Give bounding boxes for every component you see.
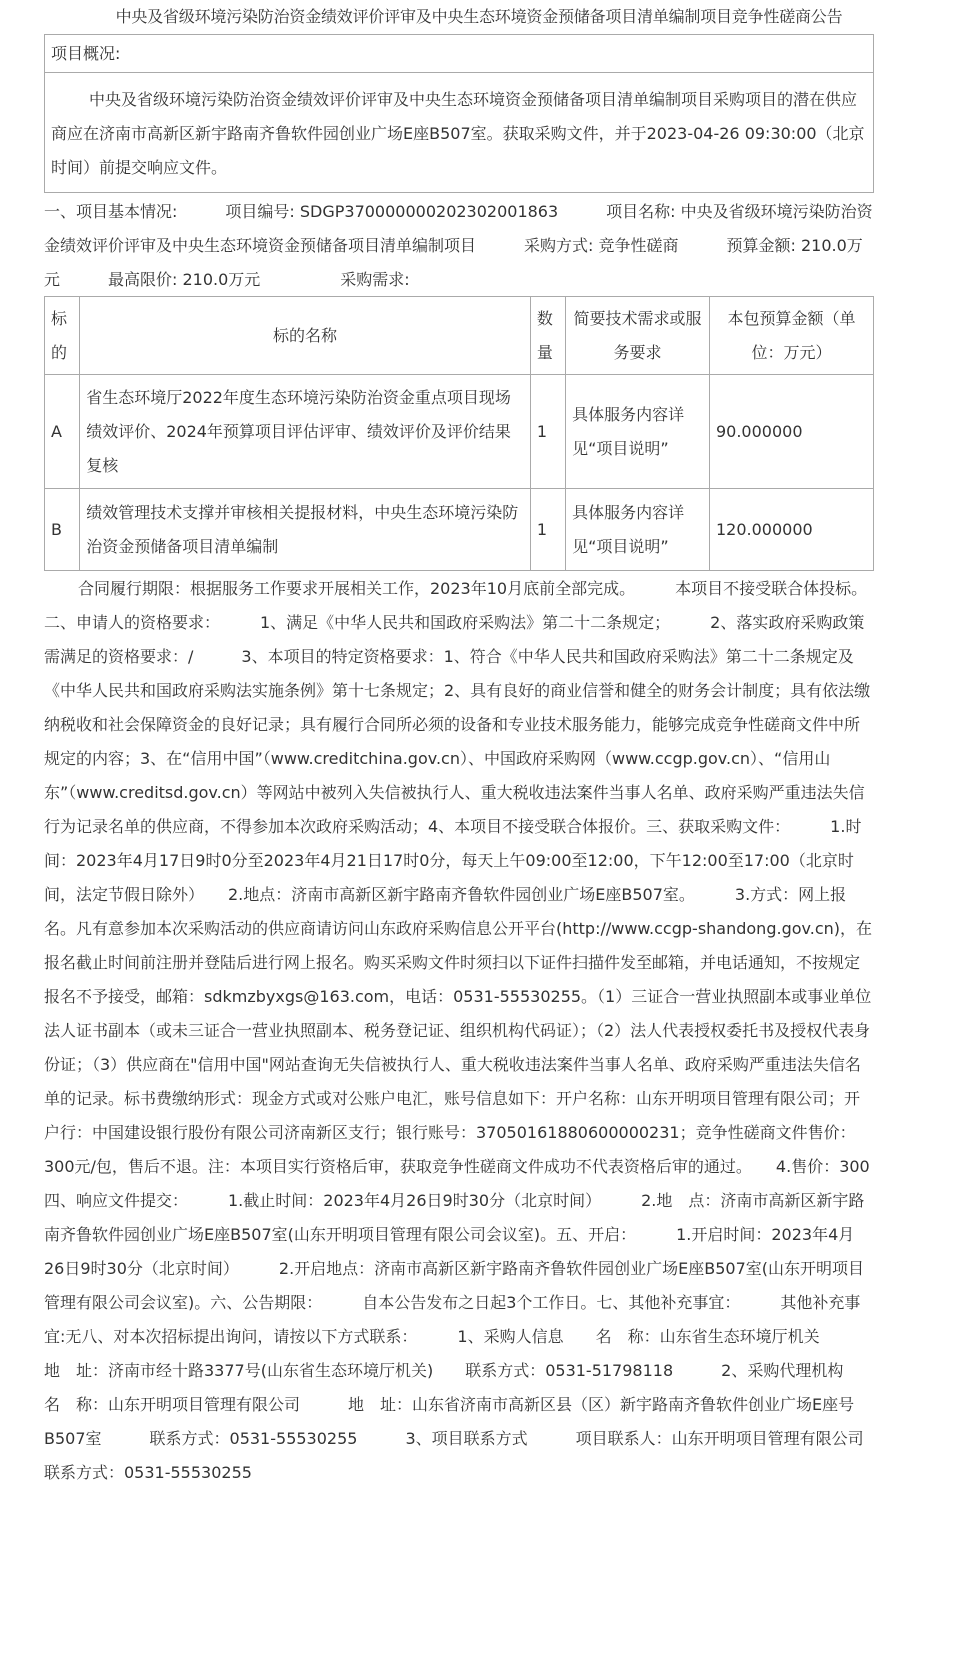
row-a-qty: 1	[530, 375, 565, 489]
row-b-qty: 1	[530, 489, 565, 571]
procurement-requirements-table	[44, 296, 874, 571]
header-budget: 本包预算金额（单位：万元）	[709, 297, 873, 375]
row-b-idx: B	[45, 489, 80, 571]
header-qty: 数量	[530, 297, 565, 375]
row-a-idx: A	[45, 375, 80, 489]
page-title: 中央及省级环境污染防治资金绩效评价评审及中央生态环境资金预储备项目清单编制项目竞争性磋商公告	[115, 7, 843, 26]
row-b-tech: 具体服务内容详见“项目说明”	[566, 489, 710, 571]
table-header-row	[45, 297, 874, 375]
table-row	[45, 375, 874, 489]
project-overview-box	[44, 34, 874, 193]
row-a-name: 省生态环境厅2022年度生态环境污染防治资金重点项目现场绩效评价、2024年预算项目评估评审、绩效评价及评价结果复核	[80, 375, 531, 489]
header-name: 标的名称	[80, 297, 531, 375]
header-idx: 标的	[45, 297, 80, 375]
row-b-name: 绩效管理技术支撑并审核相关提报材料，中央生态环境污染防治资金预储备项目清单编制	[80, 489, 531, 571]
row-a-budget: 90.000000	[709, 375, 873, 489]
row-b-budget: 120.000000	[709, 489, 873, 571]
basic-info-paragraph: 一、项目基本情况: 项目编号: SDGP370000000202302001863 项目名称: 中央及省级环境污染防治资金绩效评价评审及中央生态环境资金预储备项目清单编制项目 采购方式: 竞争性磋商 预算金额: 210.0万元 最高限价: 210.0万元 采购需求:	[44, 202, 873, 289]
announcement-body-text: 合同履行期限：根据服务工作要求开展相关工作，2023年10月底前全部完成。 本项目不接受联合体投标。二、申请人的资格要求： 1、满足《中华人民共和国政府采购法》第二十二条规定； 2、落实政府采购政策需满足的资格要求：/ 3、本项目的特定资格要求：1、符合《中华人民共和国政府采购法》第二十二条规定及《中华人民共和国政府采购法实施条例》第十七条规定；2、具有良好的商业信誉和健全的财务会计制度；具有依法缴纳税收和社会保障资金的良好记录；具有履行合同所必须的设备和专业技术服务能力，能够完成竞争性磋商文件中所规定的内容；3、在“信用中国”（www.creditchina.gov.cn）、中国政府采购网（www.ccgp.gov.cn）、“信用山东”（www.creditsd.gov.cn）等网站中被列入失信被执行人、重大税收违法案件当事人名单、政府采购严重违法失信行为记录名单的供应商，不得参加本次政府采购活动；4、本项目不接受联合体报价。三、获取采购文件： 1.时间：2023年4月17日9时0分至2023年4月21日17时0分，每天上午09:00至12:00，下午12:00至17:00（北京时间，法定节假日除外） 2.地点：济南市高新区新宇路南齐鲁软件园创业广场E座B507室。 3.方式：网上报名。凡有意参加本次采购活动的供应商请访问山东政府采购信息公开平台(http://www.ccgp-shandong.gov.cn)，在报名截止时间前注册并登陆后进行网上报名。购买采购文件时须扫以下证件扫描件发至邮箱，并电话通知，不按规定报名不予接受，邮箱：sdkmzbyxgs@163.com，电话：0531-55530255。（1）三证合一营业执照副本或事业单位法人证书副本（或未三证合一营业执照副本、税务登记证、组织机构代码证）；（2）法人代表授权委托书及授权代表身份证；（3）供应商在"信用中国"网站查询无失信被执行人、重大税收违法案件当事人名单、政府采购严重违法失信名单的记录。标书费缴纳形式：现金方式或对公账户电汇，账号信息如下：开户名称：山东开明项目管理有限公司；开户行：中国建设银行股份有限公司济南新区支行；银行账号：37050161880600000231；竞争性磋商文件售价：300元/包，售后不退。注：本项目实行资格后审，获取竞争性磋商文件成功不代表资格后审的通过。 4.售价：300四、响应文件提交： 1.截止时间：2023年4月26日9时30分（北京时间） 2.地 点：济南市高新区新宇路南齐鲁软件园创业广场E座B507室(山东开明项目管理有限公司会议室)。五、开启： 1.开启时间：2023年4月26日9时30分（北京时间） 2.开启地点：济南市高新区新宇路南齐鲁软件园创业广场E座B507室(山东开明项目管理有限公司会议室)。六、公告期限： 自本公告发布之日起3个工作日。七、其他补充事宜： 其他补充事宜:无八、对本次招标提出询问，请按以下方式联系： 1、采购人信息 名 称：山东省生态环境厅机关 地 址：济南市经十路3377号(山东省生态环境厅机关) 联系方式：0531-51798118 2、采购代理机构 名 称：山东开明项目管理有限公司 地 址：山东省济南市高新区县（区）新宇路南齐鲁软件创业广场E座号B507室 联系方式：0531-55530255 3、项目联系方式 项目联系人：山东开明项目管理有限公司 联系方式：0531-55530255	[44, 579, 912, 1482]
table-row	[45, 489, 874, 571]
header-tech: 简要技术需求或服务要求	[566, 297, 710, 375]
row-a-tech: 具体服务内容详见“项目说明”	[566, 375, 710, 489]
overview-heading: 项目概况:	[45, 35, 873, 73]
overview-text: 中央及省级环境污染防治资金绩效评价评审及中央生态环境资金预储备项目清单编制项目采购项目的潜在供应商应在济南市高新区新宇路南齐鲁软件园创业广场E座B507室。获取采购文件，并于2023-04-26 09:30:00（北京时间）前提交响应文件。	[51, 90, 865, 177]
